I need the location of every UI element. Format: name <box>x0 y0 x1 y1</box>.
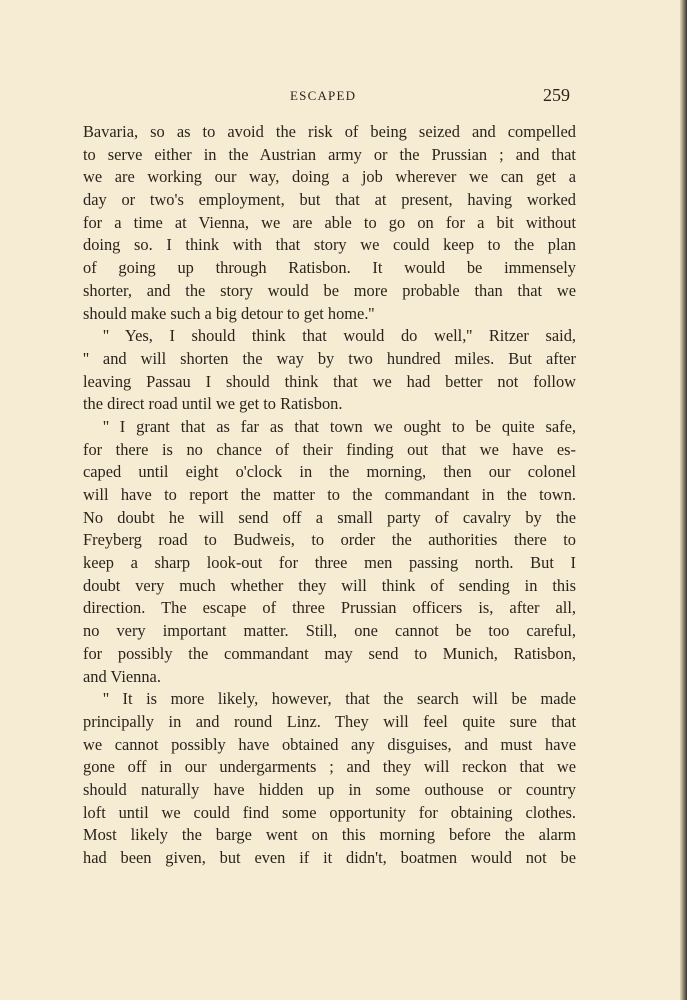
running-head-title: ESCAPED <box>290 88 357 103</box>
text-line: keep a sharp look-out for three men passing north. But I <box>83 553 576 573</box>
text-line: direction. The escape of three Prussian officers is, after all, <box>83 598 576 618</box>
text-line: leaving Passau I should think that we had better not follow <box>83 371 576 391</box>
text-line: principally in and round Linz. They will feel quite sure that <box>83 711 576 731</box>
text-line: doing so. I think with that story we could keep to the plan <box>83 235 576 255</box>
page-edge-shadow <box>680 0 687 1000</box>
text-line: to serve either in the Austrian army or the Prussian ; and that <box>83 144 576 164</box>
text-line: we cannot possibly have obtained any disguises, and must have <box>83 734 576 754</box>
text-line: day or two's employment, but that at present, having worked <box>83 190 576 210</box>
text-line: should naturally have hidden up in some outhouse or country <box>83 779 576 799</box>
text-line: we are working our way, doing a job wherever we can get a <box>83 167 576 187</box>
text-line: Most likely the barge went on this morning before the alarm <box>83 825 576 845</box>
text-line: caped until eight o'clock in the morning, then our colonel <box>83 462 576 482</box>
text-line: will have to report the matter to the commandant in the town. <box>83 485 576 504</box>
running-head <box>0 86 687 108</box>
text-line: '' I grant that as far as that town we ought to be quite safe, <box>103 416 576 436</box>
text-line: '' Yes, I should think that would do well,'' Ritzer said, <box>103 326 576 346</box>
text-line: should make such a big detour to get home.'' <box>83 303 375 323</box>
text-line: the direct road until we get to Ratisbon. <box>83 394 343 414</box>
text-line: loft until we could find some opportunity for obtaining clothes. <box>83 802 576 822</box>
page-number: 259 <box>543 85 570 105</box>
text-line: had been given, but even if it didn't, boatmen would not be <box>83 848 576 867</box>
text-line: and Vienna. <box>83 666 161 686</box>
text-line: '' It is more likely, however, that the search will be made <box>103 689 576 709</box>
text-line: doubt very much whether they will think of sending in this <box>83 575 576 595</box>
text-line: gone off in our undergarments ; and they will reckon that we <box>83 757 576 777</box>
text-line: Bavaria, so as to avoid the risk of being seized and compelled <box>83 122 576 141</box>
text-line: '' and will shorten the way by two hundred miles. But after <box>83 348 576 368</box>
text-line: for a time at Vienna, we are able to go on for a bit without <box>83 212 576 232</box>
text-line: No doubt he will send off a small party of cavalry by the <box>83 507 576 527</box>
text-line: no very important matter. Still, one cannot be too careful, <box>83 621 576 641</box>
text-line: for possibly the commandant may send to Munich, Ratisbon, <box>83 643 576 663</box>
text-line: for there is no chance of their finding out that we have es- <box>83 439 576 459</box>
body-text <box>83 121 576 870</box>
text-line: Freyberg road to Budweis, to order the authorities there to <box>83 530 576 550</box>
text-line: shorter, and the story would be more probable than that we <box>83 280 576 300</box>
text-line: of going up through Ratisbon. It would be immensely <box>83 258 576 278</box>
